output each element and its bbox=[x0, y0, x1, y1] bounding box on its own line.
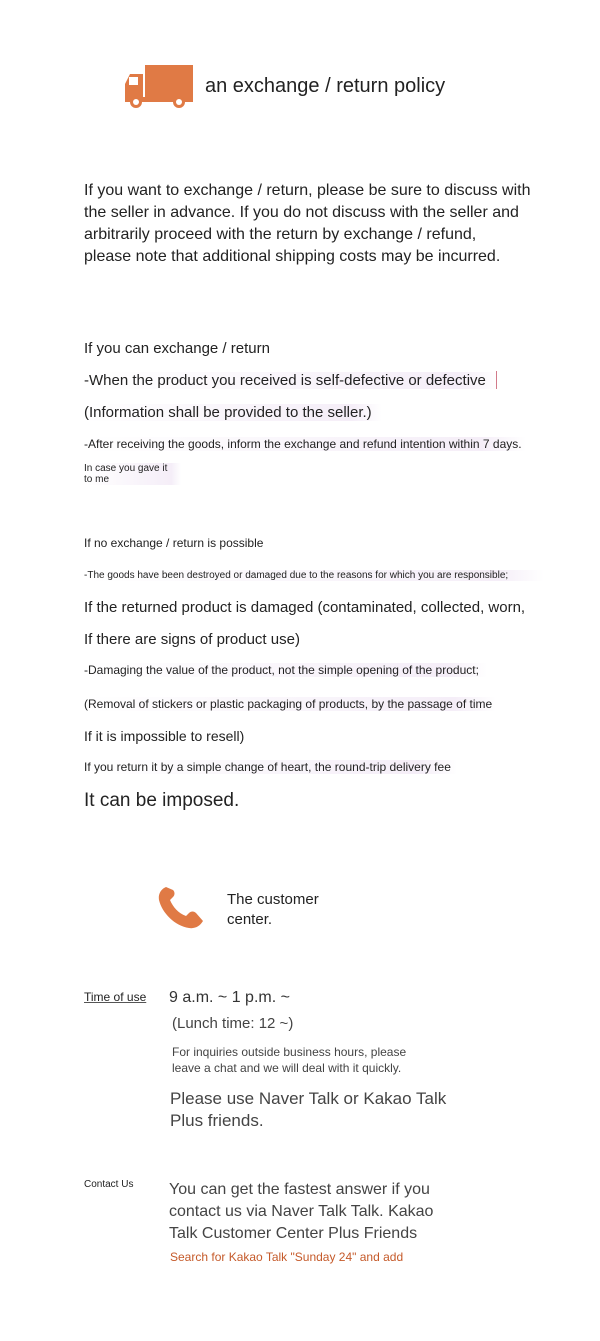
contact-line: Talk Customer Center Plus Friends bbox=[169, 1225, 418, 1242]
kakao-search-note: Search for Kakao Talk "Sunday 24" and add bbox=[170, 1250, 404, 1264]
no-exchange-item: -Damaging the value of the product, not the simple opening of the product; bbox=[84, 663, 487, 677]
customer-center-title bbox=[227, 890, 319, 930]
can-exchange-item: -After receiving the goods, inform the exchange and refund intention within 7 days. bbox=[84, 437, 526, 451]
contact-line: You can get the fastest answer if you bbox=[169, 1181, 430, 1198]
inquiry-note bbox=[172, 1044, 406, 1076]
intro-line: the seller in advance. If you do not discuss with the seller and bbox=[84, 204, 519, 221]
note-line: to me bbox=[84, 474, 110, 485]
intro-line: please note that additional shipping costs may be incurred. bbox=[84, 248, 501, 265]
no-exchange-item: -The goods have been destroyed or damaged due to the reasons for which you are responsible; bbox=[84, 570, 544, 581]
messenger-line: Please use Naver Talk or Kakao Talk bbox=[170, 1089, 447, 1108]
inquiry-line: leave a chat and we will deal with it quickly. bbox=[172, 1061, 402, 1075]
contact-info bbox=[169, 1179, 433, 1245]
intro-line: If you want to exchange / return, please be sure to discuss with bbox=[84, 182, 531, 199]
no-exchange-item: (Removal of stickers or plastic packaging of products, by the passage of time bbox=[84, 697, 496, 711]
lunch-time: (Lunch time: 12 ~) bbox=[172, 1015, 294, 1032]
truck-icon bbox=[123, 64, 195, 110]
no-exchange-item: If you return it by a simple change of heart, the round-trip delivery fee bbox=[84, 760, 457, 774]
messenger-note bbox=[170, 1088, 446, 1132]
title-line: center. bbox=[227, 911, 273, 928]
can-exchange-note bbox=[84, 463, 181, 485]
intro-line: arbitrarily proceed with the return by exchange / refund, bbox=[84, 226, 477, 243]
messenger-line: Plus friends. bbox=[170, 1111, 264, 1130]
time-value-text: 9 a.m. ~ 1 p.m. ~ bbox=[169, 989, 290, 1006]
can-exchange-item: (Information shall be provided to the seller.) bbox=[84, 404, 382, 421]
can-exchange-heading: If you can exchange / return bbox=[84, 340, 270, 357]
title-line: The customer bbox=[227, 891, 319, 908]
contact-line: contact us via Naver Talk Talk. Kakao bbox=[169, 1203, 434, 1220]
no-exchange-heading: If no exchange / return is possible bbox=[84, 536, 264, 550]
no-exchange-item: If it is impossible to resell) bbox=[84, 728, 245, 744]
no-exchange-item: If the returned product is damaged (contaminated, collected, worn, bbox=[84, 599, 526, 616]
no-exchange-item: It can be imposed. bbox=[84, 790, 240, 811]
page-title: an exchange / return policy bbox=[205, 75, 446, 97]
no-exchange-item: If there are signs of product use) bbox=[84, 631, 300, 648]
divider-mark bbox=[496, 371, 497, 389]
inquiry-line: For inquiries outside business hours, please bbox=[172, 1045, 407, 1059]
time-value bbox=[169, 989, 334, 1007]
intro-paragraph bbox=[84, 180, 554, 268]
can-exchange-item: -When the product you received is self-defective or defective bbox=[84, 372, 498, 389]
note-line: In case you gave it bbox=[84, 463, 168, 474]
time-of-use-label: Time of use bbox=[84, 990, 147, 1004]
contact-us-label: Contact Us bbox=[84, 1179, 134, 1190]
phone-icon bbox=[156, 883, 208, 931]
